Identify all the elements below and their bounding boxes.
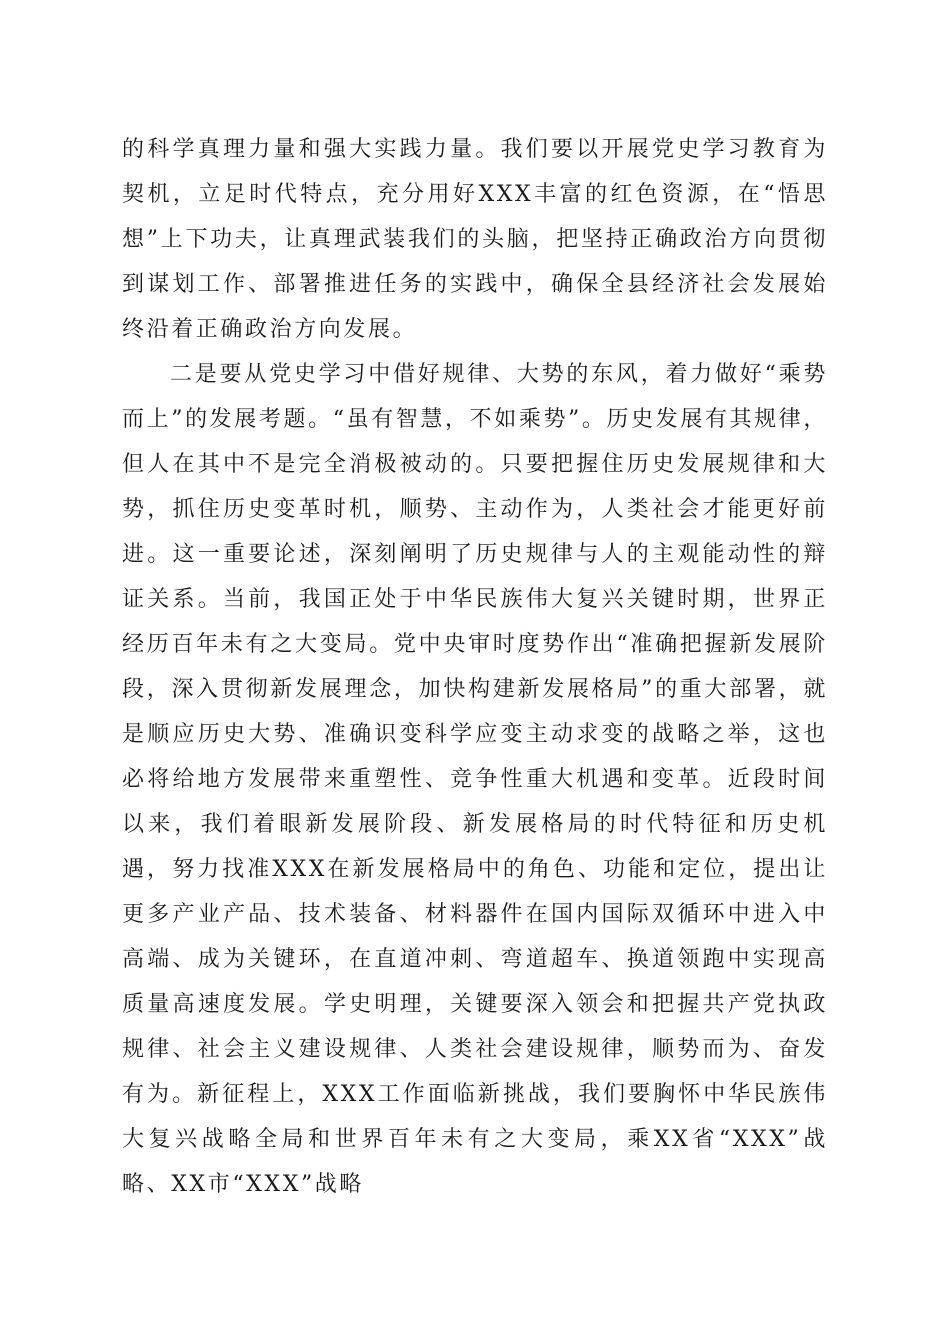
paragraph-continuation: 的科学真理力量和强大实践力量。我们要以开展党史学习教育为契机，立足时代特点，充分用好XXX丰富的红色资源，在“悟思想”上下功夫，让真理武装我们的头脑，把坚持正确政治方向贯彻到谋划工作、部署推进任务的实践中，确保全县经济社会发展始终沿着正确政治方向发展。 bbox=[122, 137, 828, 342]
body-text bbox=[122, 127, 828, 1207]
paragraph-point-two: 二是要从党史学习中借好规律、大势的东风，着力做好“乘势而上”的发展考题。“虽有智慧，不如乘势”。历史发展有其规律，但人在其中不是完全消极被动的。只要把握住历史发展规律和大势，抓住历史变革时机，顺势、主动作为，人类社会才能更好前进。这一重要论述，深刻阐明了历史规律与人的主观能动性的辩证关系。当前，我国正处于中华民族伟大复兴关键时期，世界正经历百年未有之大变局。党中央审时度势作出“准确把握新发展阶段，深入贯彻新发展理念，加快构建新发展格局”的重大部署，就是顺应历史大势、准确识变科学应变主动求变的战略之举，这也必将给地方发展带来重塑性、竞争性重大机遇和变革。近段时间以来，我们着眼新发展阶段、新发展格局的时代特征和历史机遇，努力找准XXX在新发展格局中的角色、功能和定位，提出让更多产业产品、技术装备、材料器件在国内国际双循环中进入中高端、成为关键环，在直道冲刺、弯道超车、换道领跑中实现高质量高速度发展。学史明理，关键要深入领会和把握共产党执政规律、社会主义建设规律、人类社会建设规律，顺势而为、奋发有为。新征程上，XXX工作面临新挑战，我们要胸怀中华民族伟大复兴战略全局和世界百年未有之大变局，乘XX省“XXX”战略、XX市“XXX”战略 bbox=[122, 362, 828, 1197]
